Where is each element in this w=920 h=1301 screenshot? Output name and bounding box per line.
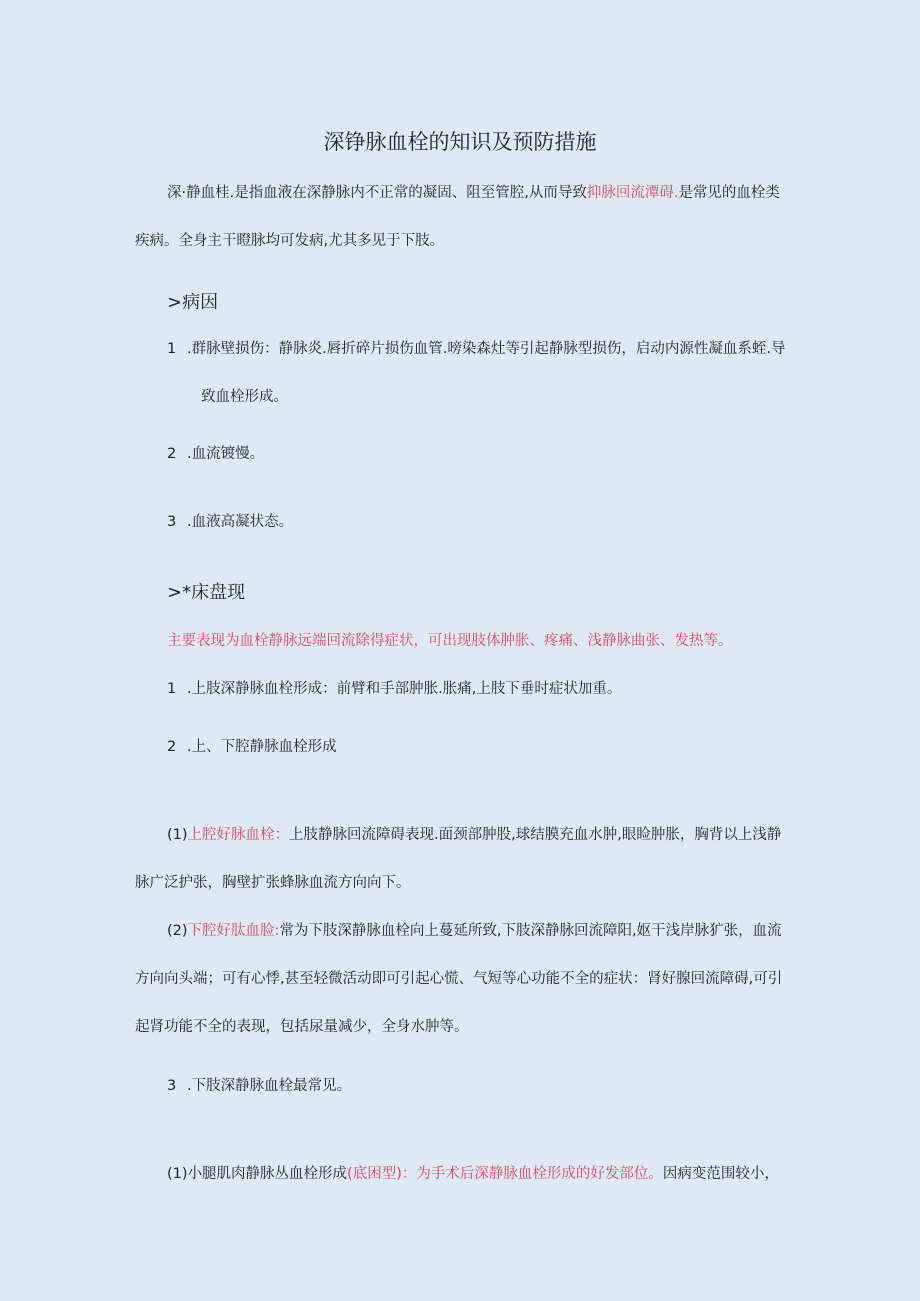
sub-text: 常为下肢深静脉血栓向上蔓延所致,下肢深静脉回流障阳,妪干浅岸脉犷张，血流 xyxy=(279,923,782,939)
sub-prefix: (2) xyxy=(167,923,188,939)
sub-highlight: (底困型)：为手术后深静脉血栓形成的好发部位。 xyxy=(347,1166,663,1182)
item-number: 3 xyxy=(167,514,177,530)
item-number: 2 xyxy=(167,446,177,462)
sub-highlight: 上腔好脉血栓： xyxy=(187,827,290,843)
sub-item-1 xyxy=(167,825,781,845)
sub-item-2 xyxy=(167,921,782,941)
item-text: .血流镀慢。 xyxy=(187,446,265,462)
item-number: 3 xyxy=(167,1078,177,1094)
cause-item-2 xyxy=(167,444,264,464)
sub-item-2-cont-2: 起肾功能不全的表现，包括尿量减少，全身水肿等。 xyxy=(135,1019,469,1035)
item-number: 1 xyxy=(167,341,177,357)
intro-line-1 xyxy=(167,183,780,203)
item-text: .上肢深静脉血栓形成：前臂和手部肿胀.胀痛,上肢下垂时症状加重。 xyxy=(187,681,622,697)
sub-text: 上肢静脉回流障碍表现.面颈部肿股,球结膜充血水肿,眼睑肿胀，胸背以上浅静 xyxy=(289,827,782,843)
sub-prefix: (1) xyxy=(167,1166,188,1182)
sub-highlight: 下腔好肽血脸: xyxy=(187,923,280,939)
item-text: .血液高凝状态。 xyxy=(187,514,294,530)
item-number: 1 xyxy=(167,681,177,697)
sub-item-1-cont: 脉广泛护张，胸壁扩张蜂脉血流方向向下。 xyxy=(135,875,411,891)
item-text: .下肢深静脉血栓最常见。 xyxy=(187,1078,352,1094)
item-number: 2 xyxy=(167,739,177,755)
sub-prefix: (1) xyxy=(167,827,188,843)
sub-item-3 xyxy=(167,1164,779,1184)
cause-item-1 xyxy=(167,339,785,359)
section-heading-cause: >病因 xyxy=(167,292,219,313)
intro-highlight: 抑脉回流潭碍. xyxy=(586,185,679,201)
clinical-item-2 xyxy=(167,737,337,757)
sub-text: 小腿肌肉静脉丛血栓形成 xyxy=(187,1166,348,1182)
item-text: .群脉壁损伤：静脉炎.唇折碎片损伤血管.嗙染森灶等引起静脉型损伤，启动内源性凝血系蛭.导 xyxy=(187,341,786,357)
intro-text: 深·静血桂.是指血液在深静脉内不正常的凝固、阻至管腔,从而导致 xyxy=(167,185,587,201)
clinical-item-1 xyxy=(167,679,621,699)
sub-text-end: 因病变范围较小， xyxy=(662,1166,779,1182)
item-text: .上、下腔静脉血栓形成 xyxy=(187,739,337,755)
clinical-item-3 xyxy=(167,1076,351,1096)
section-heading-clinical: >*床盘现 xyxy=(167,582,246,603)
cause-item-3 xyxy=(167,512,293,532)
document-title: 深铮脉血栓的知识及预防措施 xyxy=(323,130,597,154)
sub-item-2-cont: 方向向头端；可有心悸,甚至轻微活动即可引起心慌、气短等心功能不全的症状：肾好腺回流障碍,可引 xyxy=(135,971,783,987)
clinical-summary: 主要表现为血栓静脉远端回流除得症状，可出现肢体肿胀、疼痛、浅静脉曲张、发热等。 xyxy=(167,633,733,649)
intro-line-2: 疾病。全身主干瞪脉均可发病,尤其多见于下肢。 xyxy=(135,233,445,249)
intro-text-end: 是常见的血栓类 xyxy=(678,185,780,201)
cause-item-1-cont: 致血栓形成。 xyxy=(201,389,288,405)
